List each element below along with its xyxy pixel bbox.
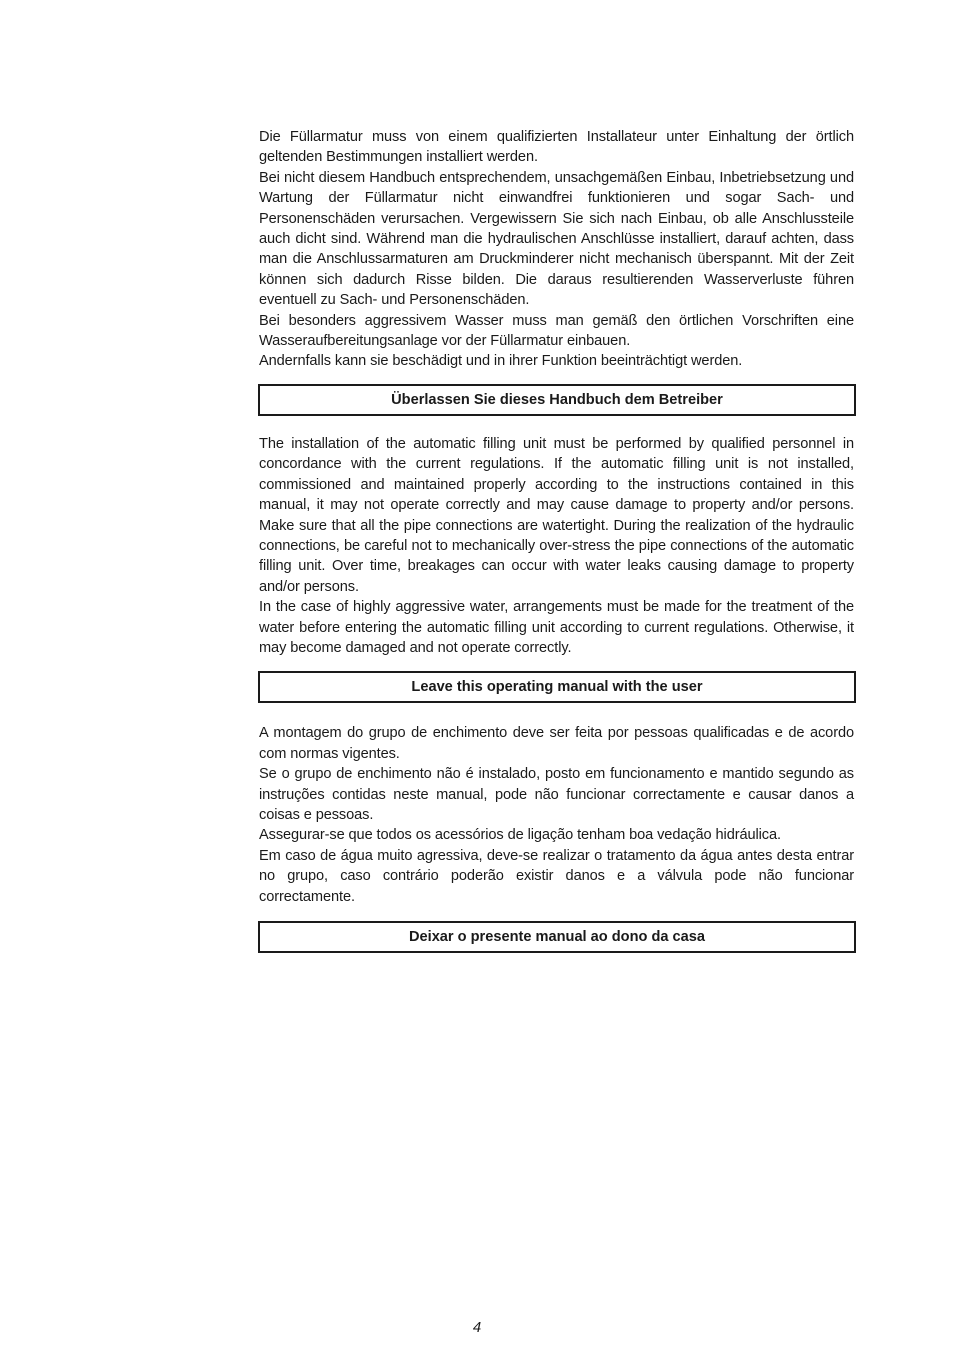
english-notice-box: Leave this operating manual with the user [258,671,856,703]
german-notice-box: Überlassen Sie dieses Handbuch dem Betreiber [258,384,856,416]
portuguese-paragraph-4: Em caso de água muito agressiva, deve-se realizar o tratamento da água antes desta entrar no grupo, caso contrário poderão existir danos e a válvula pode não funcionar correctamente. [259,847,854,905]
german-paragraph-1: Die Füllarmatur muss von einem qualifizierten Installateur unter Einhaltung der örtlich geltenden Bestimmungen installiert werden. [259,129,854,166]
portuguese-paragraph-3: Assegurar-se que todos os acessórios de ligação tenham boa vedação hidráulica. [259,827,781,844]
german-paragraph-4: Andernfalls kann sie beschädigt und in ihrer Funktion beeinträchtigt werden. [259,353,743,370]
page-content [259,127,854,953]
portuguese-section [259,723,854,907]
german-section [259,127,854,372]
english-paragraph-1: The installation of the automatic filling unit must be performed by qualified personnel in concordance with the current regulations. If the automatic filling unit is not installed, commissioned and maintained properly according to the instructions contained in this manual, it may not operate correctly and may cause damage to property and/or persons. Make sure that all the pipe connections are watertight. During the realization of the hydraulic connections, be careful not to mechanically over-stress the pipe connections of the automatic filling unit. Over time, breakages can occur with water leaks causing damage to property and/or persons. [259,435,854,595]
page-number: 4 [472,1319,482,1336]
portuguese-notice-box: Deixar o presente manual ao dono da casa [258,921,856,953]
english-paragraph-2: In the case of highly aggressive water, arrangements must be made for the treatment of the water before entering the automatic filling unit according to current regulations. Otherwise, it may become damaged and not operate correctly. [259,599,854,656]
portuguese-paragraph-1: A montagem do grupo de enchimento deve ser feita por pessoas qualificadas e de acordo com normas vigentes. [259,725,854,762]
german-paragraph-2: Bei nicht diesem Handbuch entsprechendem, unsachgemäßen Einbau, Inbetriebsetzung und Wartung der Füllarmatur nicht einwandfrei funktionieren und sogar Sach- und Personenschäden verursachen. Vergewissern Sie sich nach Einbau, ob alle Anschlussteile auch dicht sind. Während man die hydraulischen Anschlüsse installiert, darauf achten, dass man die Anschlussarmaturen am Druckminderer nicht mechanisch überspannt. Mit der Zeit können sich dadurch Risse bilden. Die daraus resultierenden Wasserverluste führen eventuell zu Sach- und Personenschäden. [259,169,854,309]
english-section [259,434,854,658]
portuguese-paragraph-2: Se o grupo de enchimento não é instalado, posto em funcionamento e mantido segundo as instruções contidas neste manual, pode não funcionar correctamente e causar danos a coisas e pessoas. [259,766,854,823]
german-paragraph-3: Bei besonders aggressivem Wasser muss man gemäß den örtlichen Vorschriften eine Wasseraufbereitungsanlage vor der Füllarmatur einbauen. [259,312,854,350]
